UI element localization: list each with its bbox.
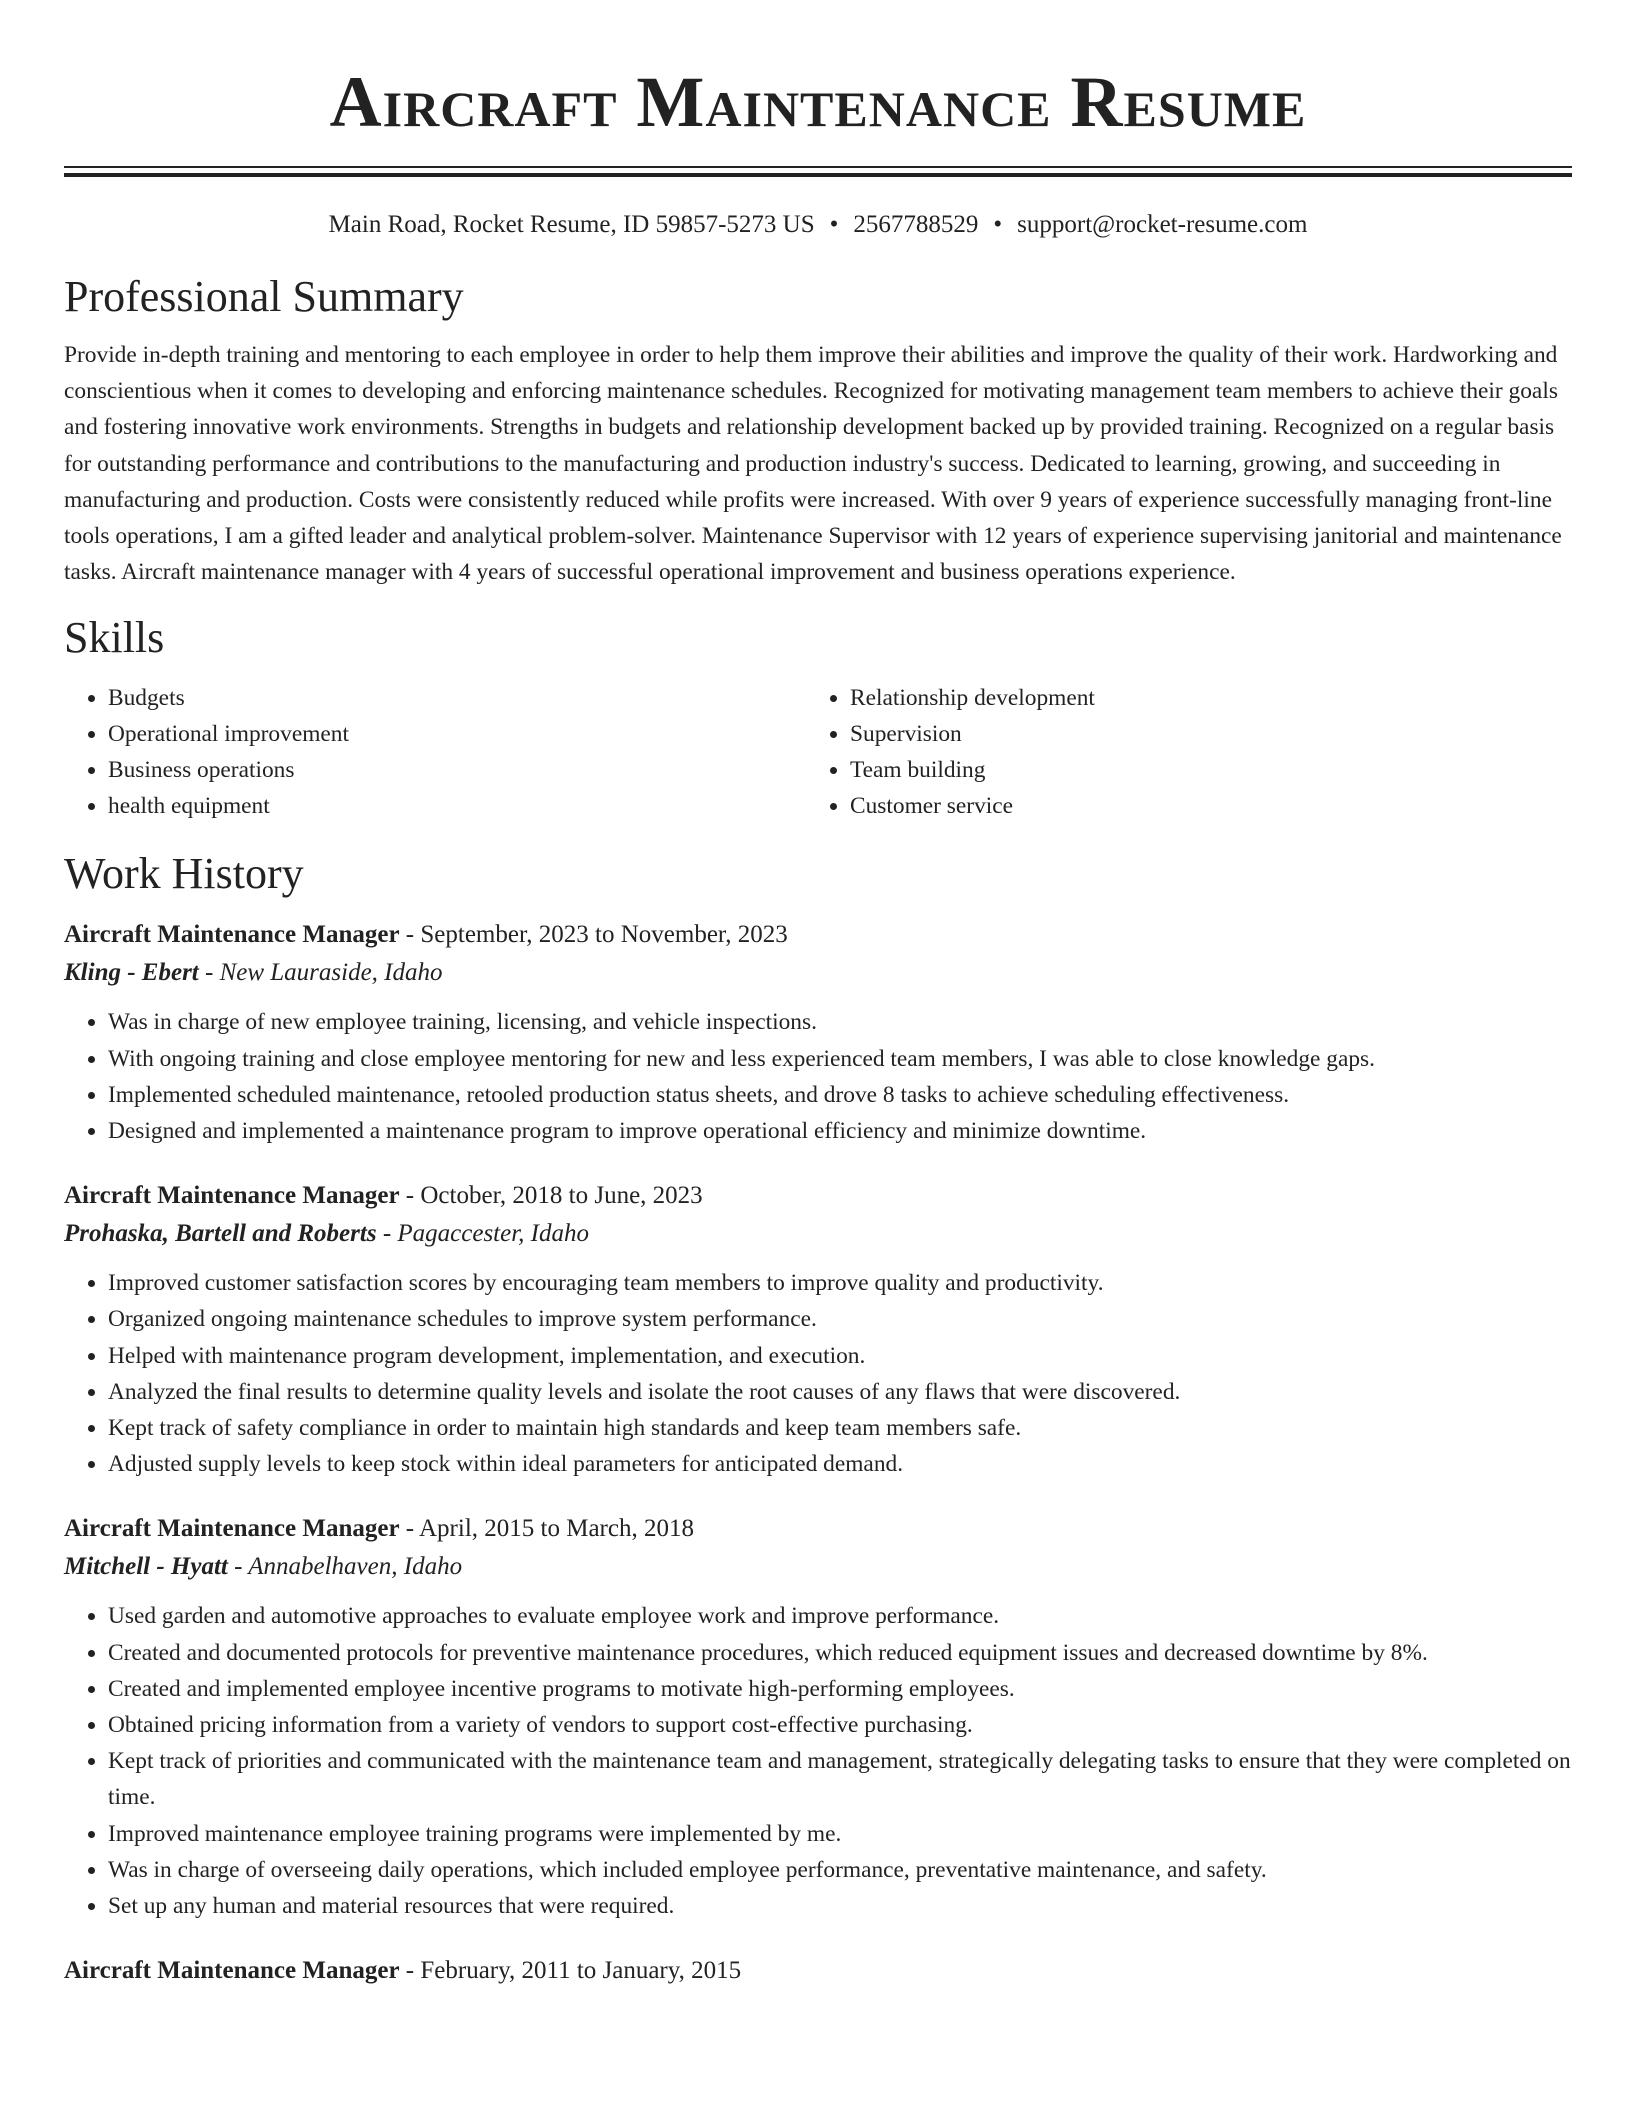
job-dates: - October, 2018 to June, 2023: [399, 1182, 703, 1210]
contact-phone: 2567788529: [853, 211, 979, 238]
contact-address: Main Road, Rocket Resume, ID 59857-5273 US: [328, 211, 815, 238]
job-entry: [64, 1952, 1572, 1990]
skill-item: • Team building: [850, 752, 1572, 788]
job-dates: - September, 2023 to November, 2023: [399, 921, 788, 949]
job-employer: [64, 1215, 1572, 1253]
skill-item: • Customer service: [850, 788, 1572, 824]
contact-line: [64, 209, 1572, 241]
duty-item: • Set up any human and material resources that were required.: [108, 1888, 1572, 1924]
job-dates: - February, 2011 to January, 2015: [399, 1957, 742, 1985]
duty-item: • Helped with maintenance program development, implementation, and execution.: [108, 1338, 1572, 1374]
company-location: - New Lauraside, Idaho: [198, 959, 443, 987]
duty-item: • With ongoing training and close employee mentoring for new and less experienced team members, I was able to close knowledge gaps.: [108, 1041, 1572, 1077]
duty-item: • Created and implemented employee incentive programs to motivate high-performing employees.: [108, 1671, 1572, 1707]
duty-item: • Designed and implemented a maintenance program to improve operational efficiency and minimize downtime.: [108, 1113, 1572, 1149]
company-name: Mitchell - Hyatt: [64, 1553, 228, 1581]
job-duties: [64, 1004, 1572, 1149]
duty-item: • Was in charge of overseeing daily operations, which included employee performance, preventative maintenance, and safety.: [108, 1852, 1572, 1888]
summary-text: Provide in-depth training and mentoring to each employee in order to help them improve their abilities and improve the quality of their work. Hardworking and conscientious when it comes to developing and enforcing maintenance schedules. Recognized for motivating management team members to achieve their goals and fostering innovative work environments. Strengths in budgets and relationship development backed up by provided training. Recognized on a regular basis for outstanding performance and contributions to the manufacturing and production industry's success. Dedicated to learning, growing, and succeeding in manufacturing and production. Costs were consistently reduced while profits were increased. With over 9 years of experience successfully managing front-line tools operations, I am a gifted leader and analytical problem-solver. Maintenance Supervisor with 12 years of experience supervising janitorial and maintenance tasks. Aircraft maintenance manager with 4 years of successful operational improvement and business operations experience.: [64, 342, 1562, 586]
duty-item: • Analyzed the final results to determine quality levels and isolate the root causes of any flaws that were discovered.: [108, 1374, 1572, 1410]
skills-list: [64, 680, 1572, 824]
company-name: Kling - Ebert: [64, 959, 199, 987]
job-header: [64, 1510, 1572, 1548]
duty-item: • Obtained pricing information from a variety of vendors to support cost-effective purchasing.: [108, 1707, 1572, 1743]
duty-item: • Kept track of priorities and communicated with the maintenance team and management, strategically delegating tasks to ensure that they were completed on time.: [108, 1743, 1572, 1815]
skills-column-left: [64, 680, 806, 824]
job-title: Aircraft Maintenance Manager: [64, 1515, 400, 1543]
duty-item: • Used garden and automotive approaches to evaluate employee work and improve performance.: [108, 1598, 1572, 1634]
contact-separator: •: [993, 211, 1003, 238]
divider-thin-line: [64, 166, 1572, 168]
job-entry: [64, 916, 1572, 1149]
job-header: [64, 1952, 1572, 1990]
divider-thick-line: [64, 173, 1572, 177]
contact-separator: •: [829, 211, 839, 238]
duty-item: • Was in charge of new employee training, licensing, and vehicle inspections.: [108, 1004, 1572, 1040]
duty-item: • Organized ongoing maintenance schedules to improve system performance.: [108, 1301, 1572, 1337]
duty-item: • Implemented scheduled maintenance, retooled production status sheets, and drove 8 tasks to achieve scheduling effectiveness.: [108, 1077, 1572, 1113]
skill-item: • Supervision: [850, 716, 1572, 752]
job-header: [64, 1177, 1572, 1215]
job-entry: [64, 1510, 1572, 1924]
job-employer: [64, 1548, 1572, 1586]
title-divider: [64, 166, 1572, 177]
skill-item: • Operational improvement: [108, 716, 806, 752]
company-name: Prohaska, Bartell and Roberts: [64, 1220, 377, 1248]
job-title: Aircraft Maintenance Manager: [64, 921, 400, 949]
skill-item: • health equipment: [108, 788, 806, 824]
job-duties: [64, 1598, 1572, 1924]
contact-email: support@rocket-resume.com: [1017, 211, 1308, 238]
skill-item: • Business operations: [108, 752, 806, 788]
job-dates: - April, 2015 to March, 2018: [399, 1515, 694, 1543]
skill-item: • Budgets: [108, 680, 806, 716]
resume-page: [64, 0, 1572, 1990]
duty-item: • Kept track of safety compliance in order to maintain high standards and keep team members safe.: [108, 1410, 1572, 1446]
skills-column-right: [806, 680, 1572, 824]
work-history-heading: Work History: [64, 849, 304, 899]
job-title: Aircraft Maintenance Manager: [64, 1957, 400, 1985]
duty-item: • Improved customer satisfaction scores by encouraging team members to improve quality and productivity.: [108, 1265, 1572, 1301]
job-entry: [64, 1177, 1572, 1482]
job-header: [64, 916, 1572, 954]
duty-item: • Adjusted supply levels to keep stock within ideal parameters for anticipated demand.: [108, 1446, 1572, 1482]
job-duties: [64, 1265, 1572, 1482]
company-location: - Annabelhaven, Idaho: [227, 1553, 463, 1581]
resume-title: Aircraft Maintenance Resume: [329, 62, 1307, 142]
job-title: Aircraft Maintenance Manager: [64, 1182, 400, 1210]
work-history-list: [64, 916, 1572, 1990]
skill-item: • Relationship development: [850, 680, 1572, 716]
duty-item: • Created and documented protocols for preventive maintenance procedures, which reduced equipment issues and decreased downtime by 8%.: [108, 1635, 1572, 1671]
summary-heading: Professional Summary: [64, 272, 464, 321]
duty-item: • Improved maintenance employee training programs were implemented by me.: [108, 1816, 1572, 1852]
skills-heading: Skills: [64, 613, 165, 663]
company-location: - Pagaccester, Idaho: [376, 1220, 590, 1248]
job-employer: [64, 954, 1572, 992]
